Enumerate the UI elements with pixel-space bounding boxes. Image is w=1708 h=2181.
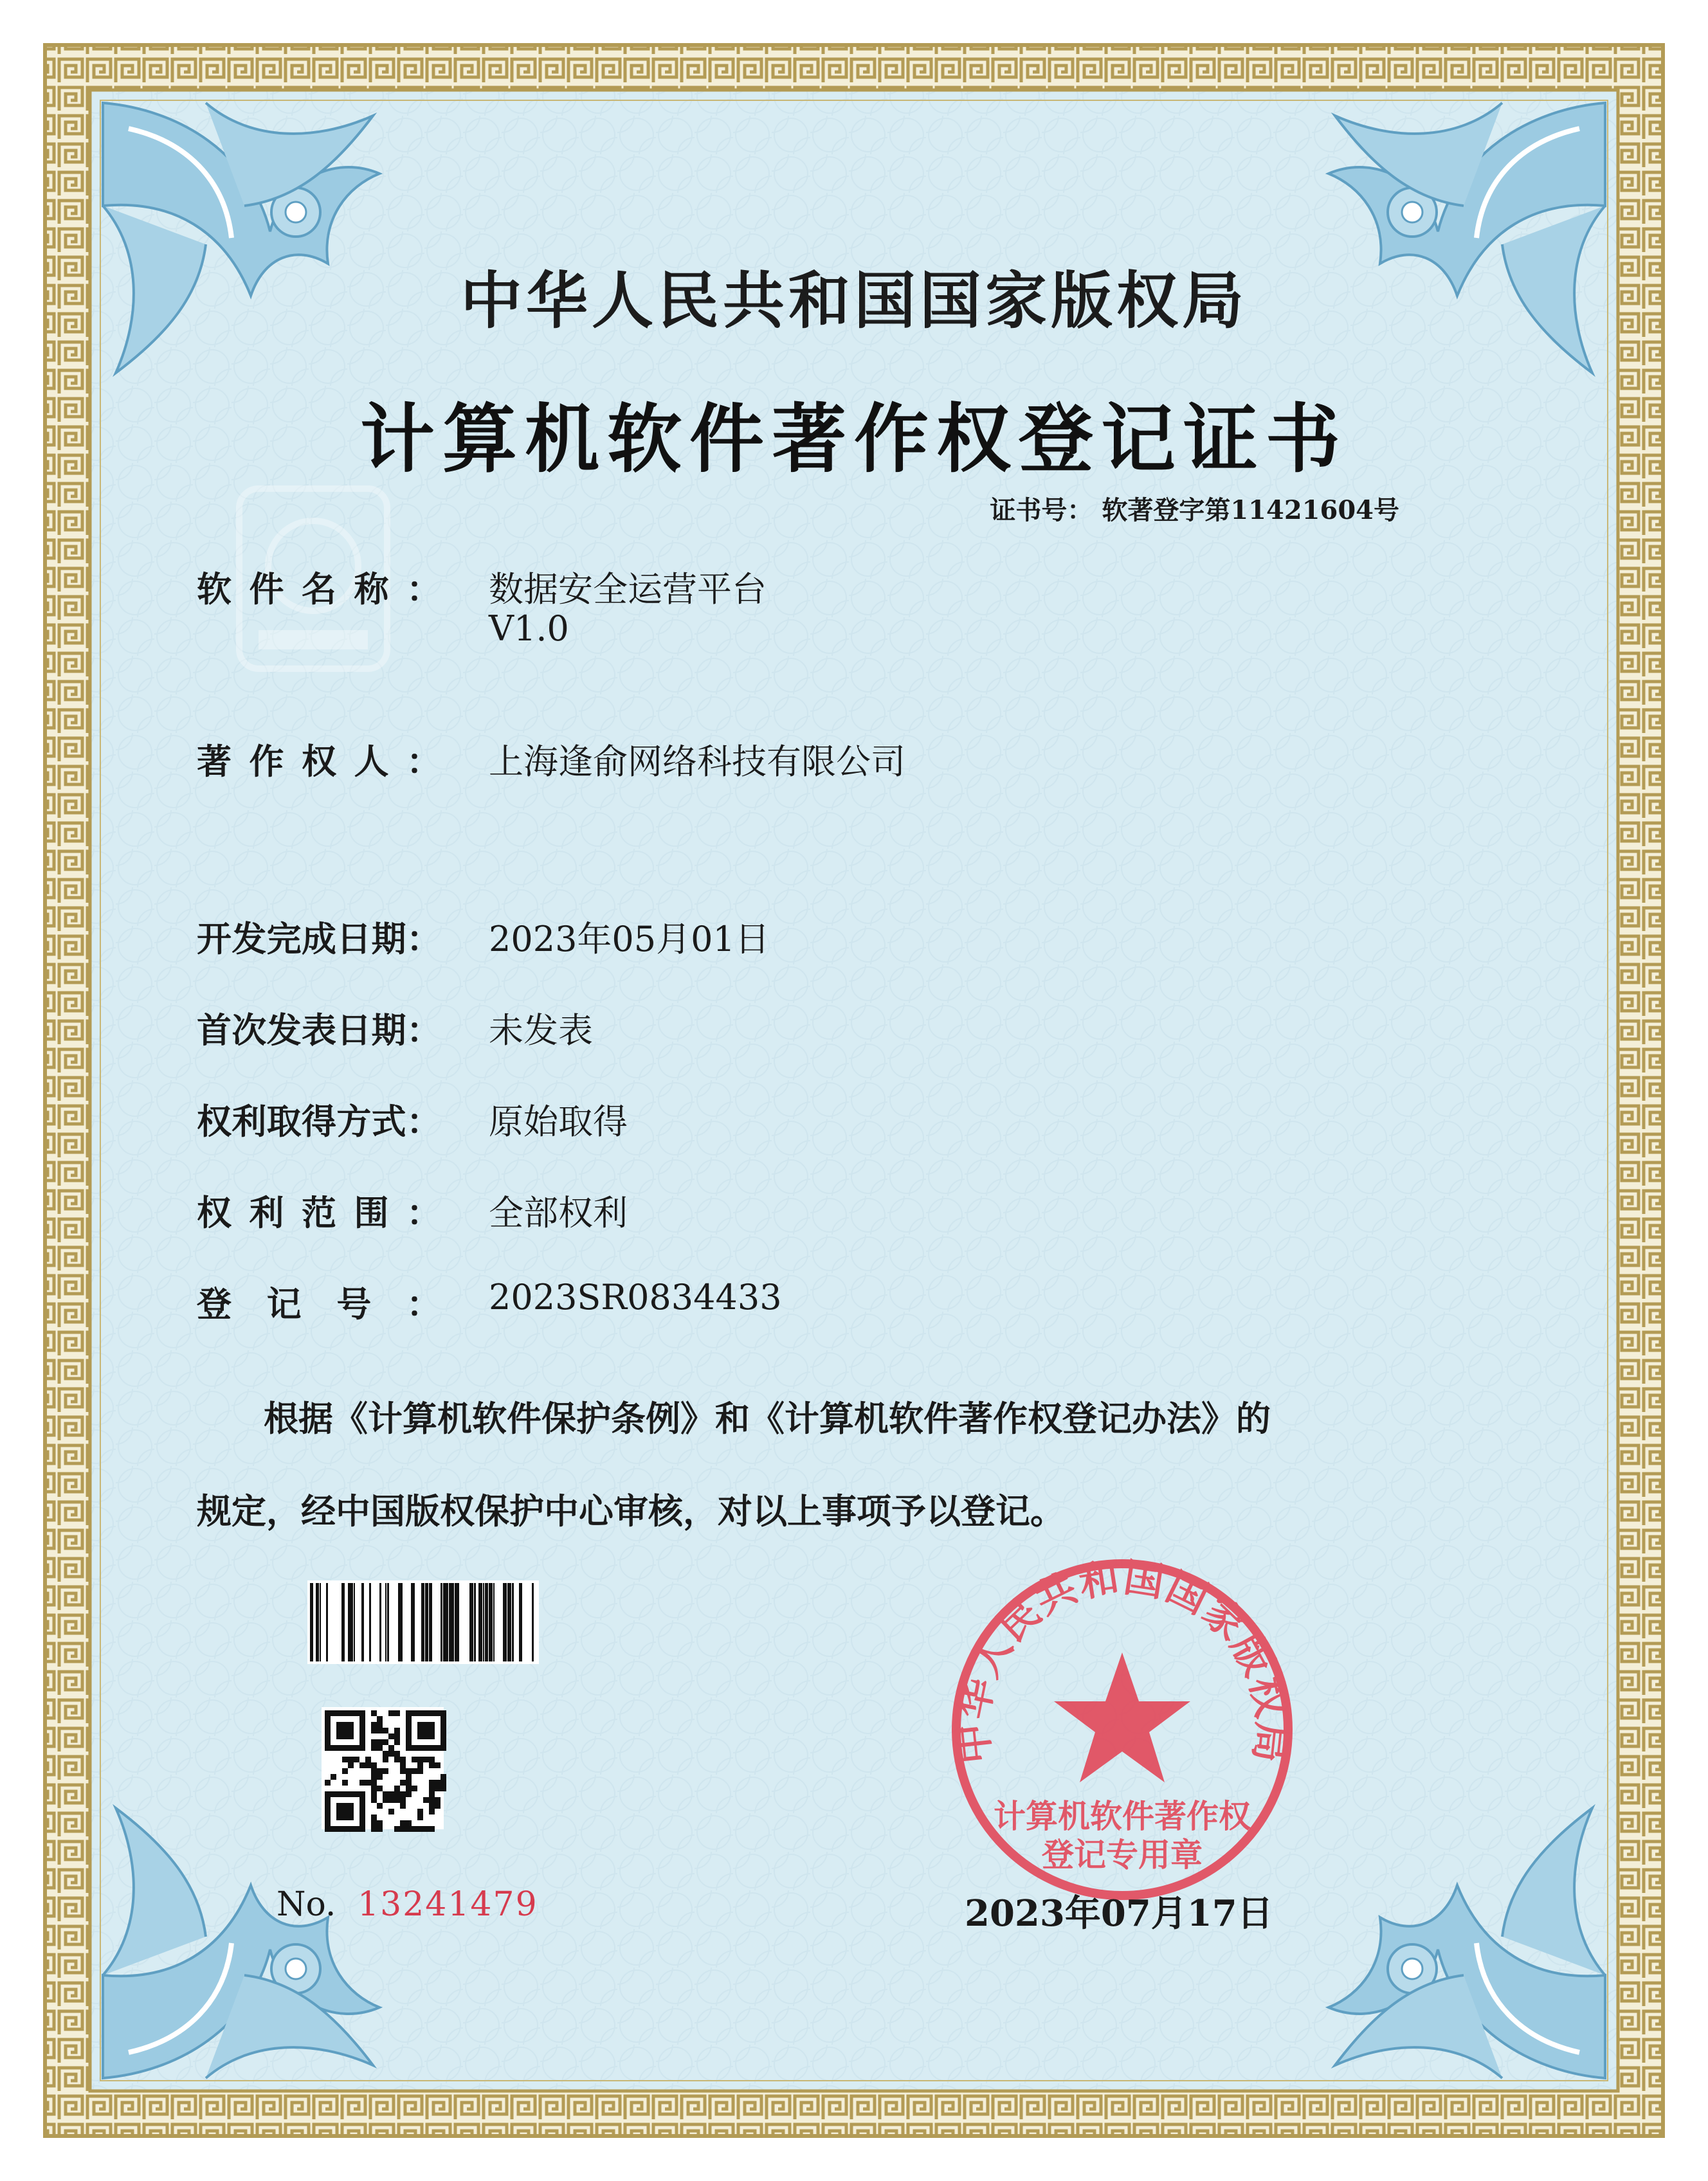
serial-label: No. bbox=[277, 1885, 336, 1924]
field-value-completion-date: 2023年05月01日 bbox=[489, 919, 770, 959]
certificate-title: 计算机软件著作权登记证书 bbox=[360, 395, 1348, 483]
field-value-acquisition-method: 原始取得 bbox=[489, 1101, 628, 1142]
field-label-copyright-owner: 著 作 权 人 ： bbox=[197, 741, 441, 782]
statement-line-2: 规定，经中国版权保护中心审核，对以上事项予以登记。 bbox=[197, 1490, 1065, 1532]
field-label-first-publication: 首 次 发 表 日 期 ： bbox=[197, 1009, 441, 1051]
field-label-software-name: 软 件 名 称 ： bbox=[197, 568, 441, 610]
qr-code bbox=[322, 1707, 446, 1832]
serial-number: 13241479 bbox=[358, 1885, 538, 1924]
statement-line-1: 根据《计算机软件保护条例》和《计算机软件著作权登记办法》的 bbox=[264, 1398, 1271, 1439]
field-value-rights-scope: 全部权利 bbox=[489, 1193, 628, 1233]
field-value-software-version: V1.0 bbox=[489, 608, 569, 649]
field-label-registration-number: 登 记 号 ： bbox=[197, 1283, 441, 1325]
certificate-number: 证书号： 软著登字第11421604号 bbox=[990, 495, 1399, 525]
svg-text:登记专用章: 登记专用章 bbox=[1042, 1836, 1203, 1874]
svg-text:中华人民共和国国家版权局: 中华人民共和国国家版权局 bbox=[949, 1553, 1296, 1766]
field-label-acquisition-method: 权 利 取 得 方 式 ： bbox=[197, 1101, 441, 1142]
issuing-authority: 中华人民共和国国家版权局 bbox=[460, 264, 1248, 337]
field-value-copyright-owner: 上海逢俞网络科技有限公司 bbox=[489, 741, 905, 782]
field-value-registration-number: 2023SR0834433 bbox=[489, 1277, 782, 1317]
issue-date: 2023年07月17日 bbox=[965, 1892, 1273, 1935]
barcode bbox=[307, 1580, 539, 1664]
svg-text:计算机软件著作权: 计算机软件著作权 bbox=[994, 1798, 1251, 1835]
field-value-first-publication: 未发表 bbox=[489, 1010, 593, 1051]
field-value-software-name: 数据安全运营平台 bbox=[489, 569, 767, 610]
field-label-completion-date: 开 发 完 成 日 期 ： bbox=[197, 918, 441, 959]
field-label-rights-scope: 权 利 范 围 ： bbox=[197, 1192, 441, 1233]
